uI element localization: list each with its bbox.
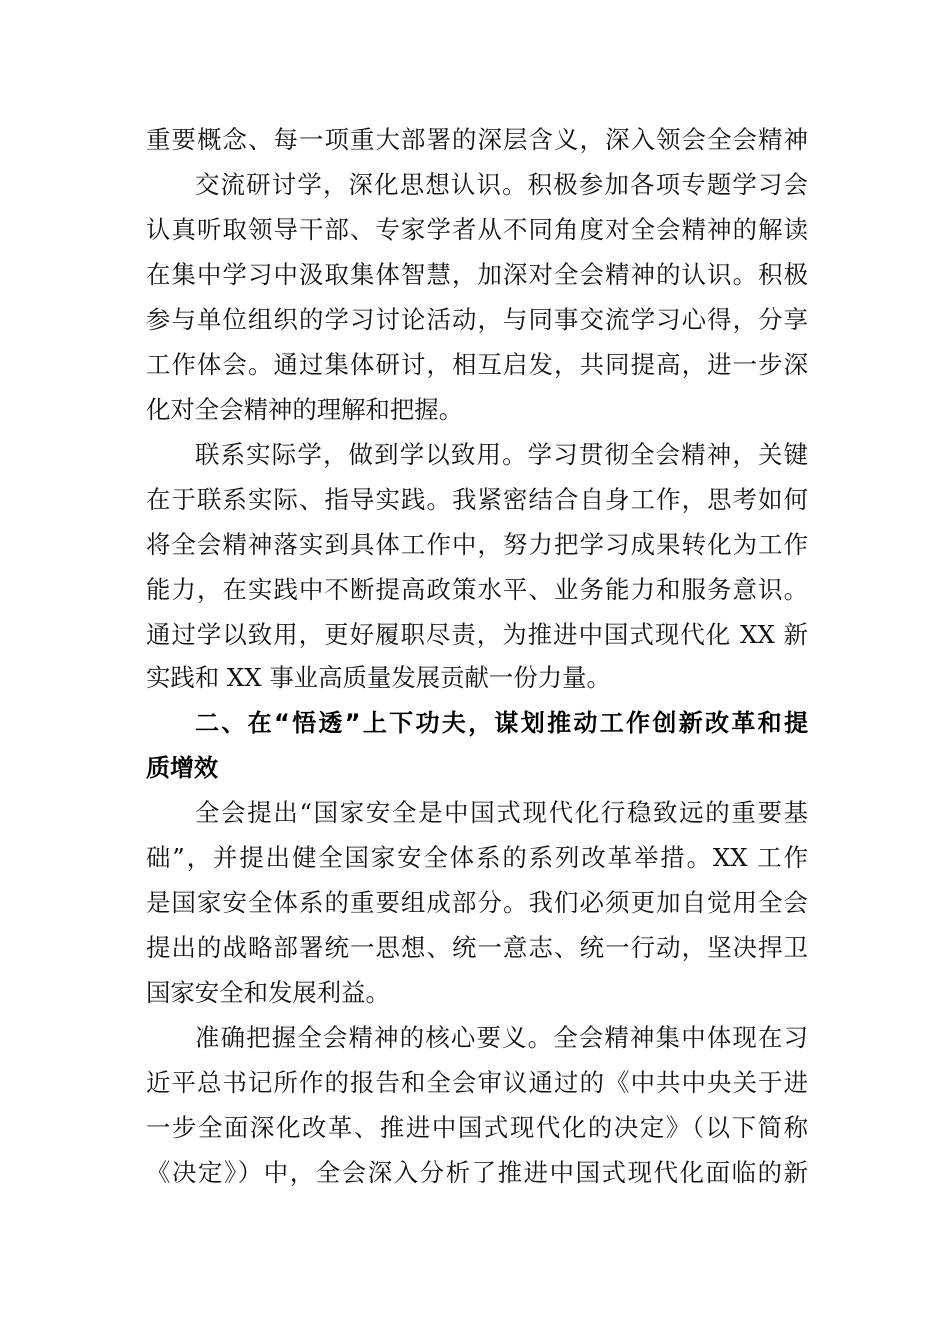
body-text-line: 将全会精神落实到具体工作中，努力把学习成果转化为工作: [146, 530, 808, 559]
body-text-line: 参与单位组织的学习讨论活动，与同事交流学习心得，分享: [146, 305, 808, 334]
body-text-line: 在集中学习中汲取集体智慧，加深对全会精神的认识。积极: [146, 260, 808, 289]
body-text-line: 国家安全和发展利益。: [146, 978, 390, 1007]
body-text-line: 《决定》）中，全会深入分析了推进中国式现代化面临的新: [146, 1158, 808, 1187]
body-text-line: 近平总书记所作的报告和全会审议通过的《中共中央关于进: [146, 1068, 808, 1097]
paragraph-start-line: 准确把握全会精神的核心要义。全会精神集中体现在习: [195, 1023, 808, 1052]
body-text-line: 重要概念、每一项重大部署的深层含义，深入领会全会精神: [146, 125, 808, 154]
body-text-line: 在于联系实际、指导实践。我紧密结合自身工作，思考如何: [146, 485, 808, 514]
body-text-line: 工作体会。通过集体研讨，相互启发，共同提高，进一步深: [146, 350, 808, 379]
body-text-line: 一步全面深化改革、推进中国式现代化的决定》（以下简称: [146, 1113, 808, 1142]
body-text-line: 认真听取领导干部、专家学者从不同角度对全会精神的解读: [146, 215, 808, 244]
body-text-line: 能力，在实践中不断提高政策水平、业务能力和服务意识。: [146, 575, 808, 604]
body-text-line: 化对全会精神的理解和把握。: [146, 395, 464, 424]
paragraph-start-line: 联系实际学，做到学以致用。学习贯彻全会精神，关键: [195, 440, 808, 469]
section-heading: 质增效: [146, 754, 218, 782]
paragraph-start-line: 全会提出“国家安全是中国式现代化行稳致远的重要基: [195, 798, 808, 827]
body-text-line: 础”，并提出健全国家安全体系的系列改革举措。XX 工作: [146, 843, 808, 872]
body-text-line: 提出的战略部署统一思想、统一意志、统一行动，坚决捍卫: [146, 933, 808, 962]
body-text-line: 实践和 XX 事业高质量发展贡献一份力量。: [146, 663, 611, 692]
section-heading: 二、在“悟透”上下功夫，谋划推动工作创新改革和提: [195, 709, 808, 737]
body-text-line: 通过学以致用，更好履职尽责，为推进中国式现代化 XX 新: [146, 620, 808, 649]
paragraph-start-line: 交流研讨学，深化思想认识。积极参加各项专题学习会: [195, 170, 808, 199]
body-text-line: 是国家安全体系的重要组成部分。我们必须更加自觉用全会: [146, 888, 808, 917]
